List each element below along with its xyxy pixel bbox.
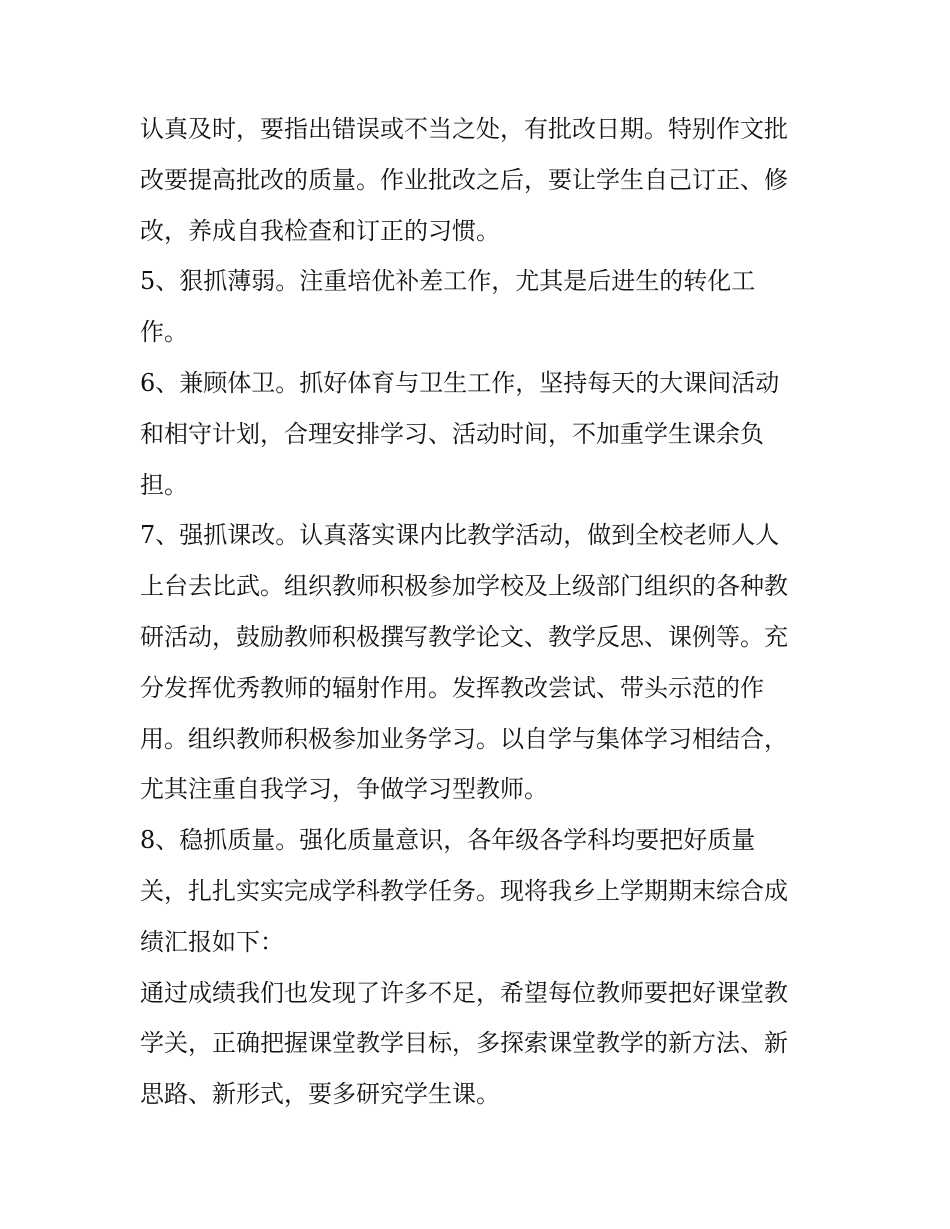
text-line: 通过成绩我们也发现了许多不足，希望每位教师要把好课堂教 [140,978,788,1007]
text-line: 担。 [140,470,188,499]
text-line: 7、强抓课改。认真落实课内比教学活动，做到全校老师人人 [140,521,780,550]
text-line: 绩汇报如下： [140,927,284,956]
text-line: 关，扎扎实实完成学科教学任务。现将我乡上学期期末综合成 [140,876,788,905]
text-line: 学关，正确把握课堂教学目标，多探索课堂教学的新方法、新 [140,1029,788,1058]
text-line: 尤其注重自我学习，争做学习型教师。 [140,775,548,804]
text-line: 6、兼顾体卫。抓好体育与卫生工作，坚持每天的大课间活动 [140,368,780,397]
text-line: 用。组织教师积极参加业务学习。以自学与集体学习相结合， [140,724,788,753]
text-line: 分发挥优秀教师的辐射作用。发挥教改尝试、带头示范的作 [140,673,764,702]
text-line: 认真及时，要指出错误或不当之处，有批改日期。特别作文批 [140,115,788,143]
text-line: 上台去比武。组织教师积极参加学校及上级部门组织的各种教 [140,572,788,601]
text-line: 8、稳抓质量。强化质量意识，各年级各学科均要把好质量 [140,826,756,855]
text-line: 改要提高批改的质量。作业批改之后，要让学生自己订正、修 [140,165,788,194]
text-line: 和相守计划，合理安排学习、活动时间，不加重学生课余负 [140,419,764,448]
text-line: 5、狠抓薄弱。注重培优补差工作，尤其是后进生的转化工 [140,267,756,296]
text-line: 思路、新形式，要多研究学生课。 [140,1080,500,1109]
text-line: 作。 [140,318,188,347]
text-line: 研活动，鼓励教师积极撰写教学论文、教学反思、课例等。充 [140,622,788,651]
body-text [140,104,830,1120]
text-line: 改，养成自我检查和订正的习惯。 [140,216,500,245]
